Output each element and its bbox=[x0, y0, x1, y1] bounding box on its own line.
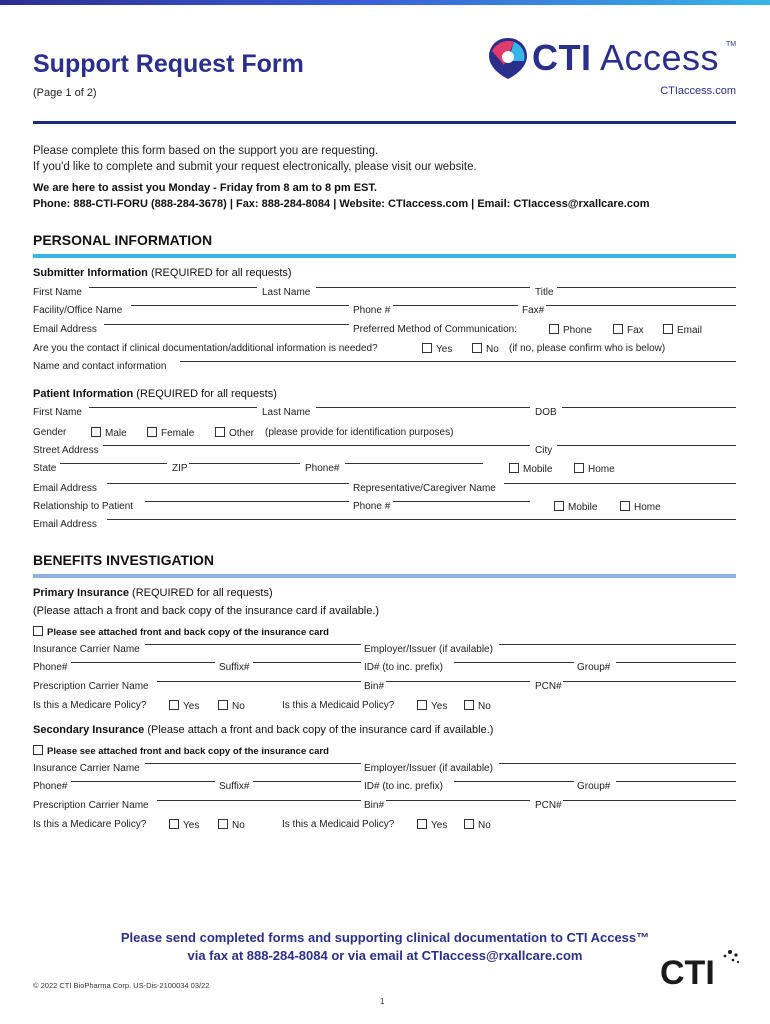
secondary-carrier-row: Insurance Carrier Name Employer/Issuer (if available) bbox=[33, 763, 736, 779]
patient-phone-field[interactable] bbox=[345, 463, 483, 464]
representative-field[interactable] bbox=[504, 483, 736, 484]
secondary-group-field[interactable] bbox=[616, 781, 736, 782]
pref-fax-checkbox[interactable]: Fax bbox=[613, 324, 644, 336]
patient-heading: Patient Information (REQUIRED for all requests) bbox=[33, 388, 277, 400]
rep-home-checkbox[interactable]: Home bbox=[620, 501, 661, 513]
relationship-field[interactable] bbox=[145, 501, 349, 502]
page-title: Support Request Form bbox=[33, 50, 304, 78]
cti-dots-icon bbox=[718, 948, 740, 970]
patient-mobile-checkbox[interactable]: Mobile bbox=[509, 463, 552, 475]
patient-first-name-field[interactable] bbox=[89, 407, 257, 408]
header-divider bbox=[33, 121, 736, 124]
cti-wordmark: CTI bbox=[660, 954, 715, 992]
secondary-attached-checkbox[interactable]: Please see attached front and back copy of the insurance card bbox=[33, 745, 329, 757]
secondary-id-row: Phone# Suffix# ID# (to inc. prefix) Group# bbox=[33, 781, 736, 797]
secondary-pcn-field[interactable] bbox=[563, 800, 736, 801]
cti-logo bbox=[660, 948, 740, 994]
facility-field[interactable] bbox=[131, 305, 349, 306]
primary-carrier-row: Insurance Carrier Name Employer/Issuer (if available) bbox=[33, 644, 736, 660]
primary-rx-row: Prescription Carrier Name Bin# PCN# bbox=[33, 681, 736, 697]
email-field[interactable] bbox=[104, 324, 349, 325]
contact-question-row: Are you the contact if clinical documentation/additional information is needed? Yes No (if no, please confirm who is below) bbox=[33, 343, 666, 355]
pref-phone-checkbox[interactable]: Phone bbox=[549, 324, 592, 336]
primary-medicare-no[interactable]: No bbox=[218, 700, 245, 712]
section-rule-benefits bbox=[33, 574, 736, 578]
secondary-medicaid-yes[interactable]: Yes bbox=[417, 819, 447, 831]
gender-other-checkbox[interactable]: Other bbox=[215, 427, 254, 439]
secondary-medicaid-no[interactable]: No bbox=[464, 819, 491, 831]
secondary-rx-row: Prescription Carrier Name Bin# PCN# bbox=[33, 800, 736, 816]
zip-field[interactable] bbox=[189, 463, 300, 464]
secondary-phone-field[interactable] bbox=[71, 781, 215, 782]
patient-email-field[interactable] bbox=[107, 483, 349, 484]
gender-male-checkbox[interactable]: Male bbox=[91, 427, 127, 439]
secondary-policy-row: Is this a Medicare Policy? Yes No Is this a Medicaid Policy? Yes No bbox=[33, 819, 491, 831]
contact-no-checkbox[interactable]: No bbox=[472, 343, 499, 355]
pref-email-checkbox[interactable]: Email bbox=[663, 324, 702, 336]
state-row: State ZIP Phone# Mobile Home bbox=[33, 463, 615, 475]
section-heading-benefits: BENEFITS INVESTIGATION bbox=[33, 552, 214, 568]
street-row: Street Address City bbox=[33, 445, 736, 461]
primary-policy-row: Is this a Medicare Policy? Yes No Is this a Medicaid Policy? Yes No bbox=[33, 700, 491, 712]
rep-email-field[interactable] bbox=[107, 519, 736, 520]
secondary-suffix-field[interactable] bbox=[253, 781, 361, 782]
website-link[interactable]: CTIaccess.com bbox=[660, 85, 736, 97]
logo-wordmark: CTI Access bbox=[532, 37, 720, 78]
title-field[interactable] bbox=[557, 287, 736, 288]
logo-trademark: TM bbox=[726, 41, 737, 48]
rep-mobile-checkbox[interactable]: Mobile bbox=[554, 501, 597, 513]
patient-name-row: First Name Last Name DOB bbox=[33, 407, 736, 423]
secondary-insurance-heading: Secondary Insurance (Please attach a front and back copy of the insurance card if available.) bbox=[33, 724, 494, 736]
cti-access-logo bbox=[486, 35, 746, 83]
city-field[interactable] bbox=[557, 445, 736, 446]
secondary-rx-carrier-field[interactable] bbox=[157, 800, 361, 801]
submitter-name-row: First Name Last Name Title bbox=[33, 287, 736, 303]
primary-carrier-field[interactable] bbox=[145, 644, 361, 645]
street-field[interactable] bbox=[103, 445, 530, 446]
contact-yes-checkbox[interactable]: Yes bbox=[422, 343, 452, 355]
copyright-notice: © 2022 CTI BioPharma Corp. US-Dis-2100034 03/22 bbox=[33, 981, 210, 990]
primary-attached-checkbox[interactable]: Please see attached front and back copy of the insurance card bbox=[33, 626, 329, 638]
page-indicator: (Page 1 of 2) bbox=[33, 87, 97, 99]
dob-field[interactable] bbox=[562, 407, 736, 408]
patient-email-row: Email Address Representative/Caregiver Name bbox=[33, 483, 736, 499]
primary-medicaid-no[interactable]: No bbox=[464, 700, 491, 712]
primary-bin-field[interactable] bbox=[386, 681, 530, 682]
logo-mark-icon bbox=[486, 35, 530, 81]
secondary-carrier-field[interactable] bbox=[145, 763, 361, 764]
facility-row: Facility/Office Name Phone # Fax# bbox=[33, 305, 736, 321]
submission-instructions: Please send completed forms and supporting clinical documentation to CTI Access™ via fax at 888-284-8084 or via email at CTIaccess@rxallcare.com bbox=[120, 930, 650, 963]
fax-field[interactable] bbox=[546, 305, 736, 306]
intro-text: Please complete this form based on the support you are requesting. If you'd like to complete and submit your request electronically, please visit our website. We are here to assist you Monday - Friday from 8 am to 8 pm EST. Phone: 888-CTI-FORU (888-284-3678) | Fax: 888-284-8084 | Website: CTIaccess.com | Email: CTIaccess@rxallcare.com bbox=[33, 145, 650, 210]
name-contact-row: Name and contact information bbox=[33, 361, 736, 377]
secondary-id-field[interactable] bbox=[454, 781, 574, 782]
primary-rx-carrier-field[interactable] bbox=[157, 681, 361, 682]
last-name-field[interactable] bbox=[316, 287, 530, 288]
name-contact-field[interactable] bbox=[180, 361, 736, 362]
patient-home-checkbox[interactable]: Home bbox=[574, 463, 615, 475]
secondary-medicare-no[interactable]: No bbox=[218, 819, 245, 831]
page-number: 1 bbox=[380, 997, 385, 1006]
first-name-field[interactable] bbox=[89, 287, 257, 288]
rep-email-row: Email Address bbox=[33, 519, 736, 535]
primary-medicare-yes[interactable]: Yes bbox=[169, 700, 199, 712]
primary-insurance-note: (Please attach a front and back copy of the insurance card if available.) bbox=[33, 605, 380, 617]
email-row: Email Address Preferred Method of Communication: Phone Fax Email bbox=[33, 324, 703, 336]
secondary-employer-field[interactable] bbox=[499, 763, 736, 764]
primary-pcn-field[interactable] bbox=[563, 681, 736, 682]
gender-row: Gender Male Female Other (please provide for identification purposes) bbox=[33, 427, 454, 439]
phone-field[interactable] bbox=[393, 305, 518, 306]
primary-medicaid-yes[interactable]: Yes bbox=[417, 700, 447, 712]
rep-phone-field[interactable] bbox=[393, 501, 530, 502]
primary-suffix-field[interactable] bbox=[253, 662, 361, 663]
section-heading-personal: PERSONAL INFORMATION bbox=[33, 232, 213, 248]
relationship-row: Relationship to Patient Phone # Mobile Home bbox=[33, 501, 661, 513]
state-field[interactable] bbox=[60, 463, 167, 464]
primary-id-field[interactable] bbox=[454, 662, 574, 663]
section-rule-personal bbox=[33, 254, 736, 258]
primary-insurance-heading: Primary Insurance (REQUIRED for all requests) bbox=[33, 587, 273, 599]
gender-female-checkbox[interactable]: Female bbox=[147, 427, 194, 439]
primary-phone-field[interactable] bbox=[71, 662, 215, 663]
submitter-heading: Submitter Information (REQUIRED for all requests) bbox=[33, 267, 292, 279]
primary-employer-field[interactable] bbox=[499, 644, 736, 645]
secondary-medicare-yes[interactable]: Yes bbox=[169, 819, 199, 831]
primary-group-field[interactable] bbox=[616, 662, 736, 663]
secondary-bin-field[interactable] bbox=[386, 800, 530, 801]
top-accent-bar bbox=[0, 0, 770, 5]
patient-last-name-field[interactable] bbox=[316, 407, 530, 408]
primary-id-row: Phone# Suffix# ID# (to inc. prefix) Group# bbox=[33, 662, 736, 678]
